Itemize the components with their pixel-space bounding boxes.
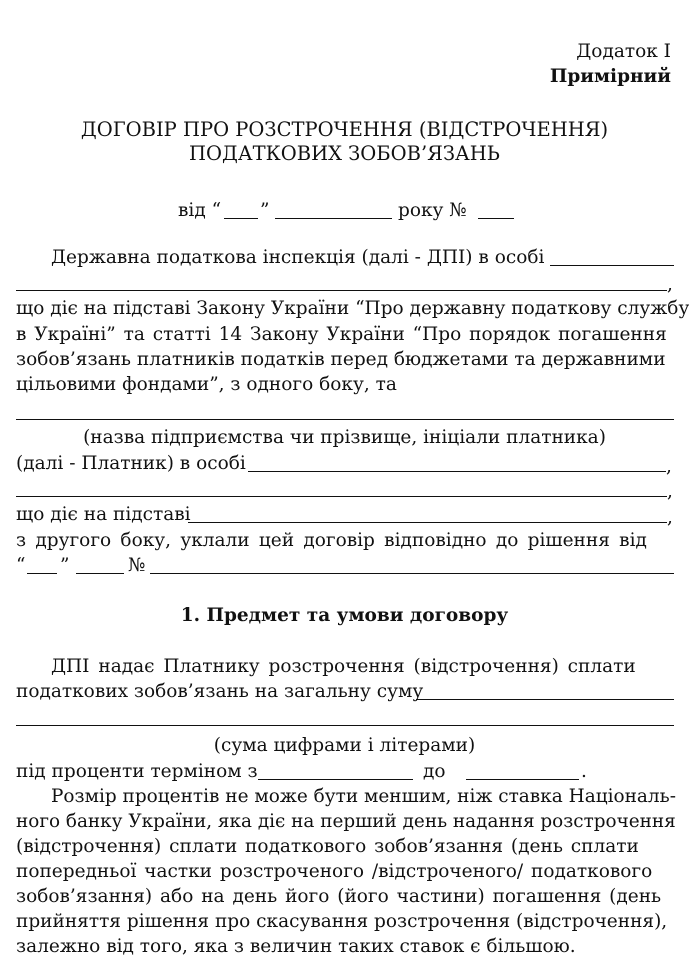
- section1-p2-line2: ного банку України, яка діє на перший день надання розстрочення: [16, 811, 676, 832]
- second-side-text: з другого боку, уклали цей договір відповідно до рішення від: [16, 530, 647, 551]
- total-amount-field[interactable]: [416, 699, 674, 700]
- section1-p2-line7: залежно від того, яка з величин таких ставок є більшою.: [16, 936, 576, 957]
- payer-representative-field[interactable]: [248, 471, 666, 472]
- term-from-label: під проценти терміном з: [16, 761, 258, 782]
- payer-name-field[interactable]: [16, 419, 674, 420]
- payer-representative-field-cont[interactable]: [16, 496, 667, 497]
- term-start-field[interactable]: [258, 779, 413, 780]
- section1-p2-line3: (відстрочення) сплати податкового зобов’язання (день сплати: [16, 836, 639, 857]
- acting-on-label: що діє на підставі: [16, 504, 191, 525]
- amount-caption: (сума цифрами і літерами): [213, 735, 476, 756]
- year-number-label: року №: [398, 200, 467, 221]
- date-from-label: від “: [178, 200, 222, 221]
- decision-close-quote: ”: [60, 555, 70, 576]
- decision-month-field[interactable]: [76, 573, 124, 574]
- contract-number-field[interactable]: [478, 218, 514, 219]
- sample-label: Примірний: [549, 66, 671, 87]
- dpi-basis-line1: [16, 297, 689, 321]
- decision-open-quote: “: [16, 555, 26, 576]
- dpi-basis-line3: зобов’язань платників податків перед бюджетами та державними: [16, 349, 666, 370]
- section1-p2-line6: прийняття рішення про скасування розстрочення (відстрочення),: [16, 911, 668, 932]
- document-title-line2: ПОДАТКОВИХ ЗОБОВ’ЯЗАНЬ: [189, 142, 500, 165]
- term-end-field[interactable]: [466, 779, 579, 780]
- dpi-representative-field[interactable]: [550, 265, 674, 266]
- comma-mark: ,: [666, 456, 672, 477]
- decision-number-field[interactable]: [150, 573, 674, 574]
- dpi-representative-field-cont[interactable]: [16, 290, 667, 291]
- date-day-field[interactable]: [224, 218, 258, 219]
- document-title-line1: ДОГОВІР ПРО РОЗСТРОЧЕННЯ (ВІДСТРОЧЕННЯ): [80, 118, 609, 141]
- payer-person-label: (далі - Платник) в особі: [16, 453, 246, 474]
- acting-basis-field[interactable]: [188, 522, 667, 523]
- decision-number-label: №: [128, 555, 146, 576]
- decision-day-field[interactable]: [27, 573, 57, 574]
- date-close-quote: ”: [260, 200, 270, 221]
- comma-mark: ,: [667, 274, 673, 295]
- section1-heading: 1. Предмет та умови договору: [180, 605, 509, 626]
- comma-mark: ,: [667, 481, 673, 502]
- total-amount-field-cont[interactable]: [16, 725, 674, 726]
- text-fragment: що діє на підставі Закону України “Про державну податкову службу: [16, 298, 689, 319]
- section1-p1-line2: податкових зобов’язань на загальну суму: [16, 681, 424, 702]
- dpi-basis-line4: цільовими фондами”, з одного боку, та: [16, 374, 397, 395]
- payer-name-caption: (назва підприємства чи прізвище, ініціали платника): [83, 427, 606, 448]
- period-mark: .: [581, 761, 587, 782]
- section1-p2-line5: зобов’язання) або на день його (його частини) погашення (день: [16, 886, 662, 907]
- section1-p1-line1: ДПІ надає Платнику розстрочення (відстрочення) сплати: [51, 656, 636, 677]
- term-to-label: до: [423, 761, 446, 782]
- appendix-label: Додаток І: [576, 41, 671, 62]
- dpi-basis-line2: в Україні” та статті 14 Закону України “Про порядок погашення: [16, 324, 667, 345]
- section1-p2-line4: попередньої частки розстроченого /відстроченого/ податкового: [16, 861, 653, 882]
- dpi-intro-text: Державна податкова інспекція (далі - ДПІ) в особі: [51, 247, 545, 268]
- comma-mark: ,: [667, 507, 673, 528]
- date-month-field[interactable]: [275, 218, 392, 219]
- section1-p2-line1: Розмір процентів не може бути меншим, ніж ставка Національ-: [51, 786, 676, 807]
